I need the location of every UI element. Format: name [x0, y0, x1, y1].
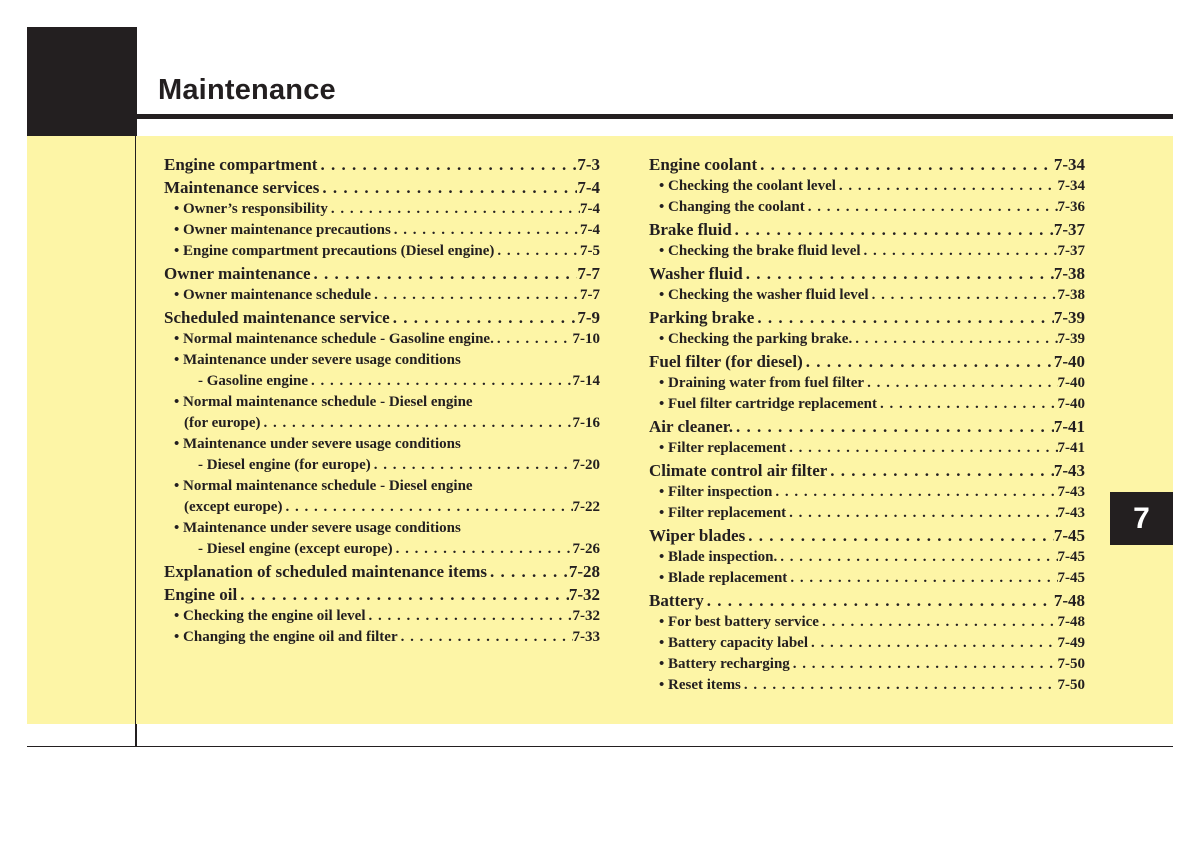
- toc-entry[interactable]: Scheduled maintenance service . . . 7-9: [164, 306, 600, 329]
- toc-subentry[interactable]: • Normal maintenance schedule - Gasoline engine. . . . 7-10: [164, 329, 600, 350]
- toc-subentry[interactable]: • Owner maintenance precautions . . . 7-4: [164, 220, 600, 241]
- toc-entry[interactable]: Washer fluid . . . 7-38: [649, 262, 1085, 285]
- toc-entry[interactable]: Climate control air filter . . . 7-43: [649, 459, 1085, 482]
- toc-subentry[interactable]: • Checking the engine oil level . . . 7-32: [164, 606, 600, 627]
- toc-subentry[interactable]: • Blade inspection. . . . 7-45: [649, 547, 1085, 568]
- toc-subentry-heading: • Maintenance under severe usage conditions: [164, 350, 600, 371]
- toc-subentry[interactable]: • Checking the washer fluid level . . . 7-38: [649, 285, 1085, 306]
- toc-subentry[interactable]: • Owner maintenance schedule . . . 7-7: [164, 285, 600, 306]
- toc-subentry[interactable]: • Owner’s responsibility . . . 7-4: [164, 199, 600, 220]
- toc-subentry[interactable]: - Gasoline engine . . . 7-14: [164, 371, 600, 392]
- toc-subentry[interactable]: - Diesel engine (except europe) . . . 7-26: [164, 539, 600, 560]
- toc-entry[interactable]: Wiper blades . . . 7-45: [649, 524, 1085, 547]
- toc-subentry-heading: • Normal maintenance schedule - Diesel engine: [164, 392, 600, 413]
- toc-subentry[interactable]: • Changing the engine oil and filter . . . 7-33: [164, 627, 600, 648]
- toc-subentry[interactable]: • Reset items . . . 7-50: [649, 675, 1085, 696]
- toc-subentry-heading: • Normal maintenance schedule - Diesel engine: [164, 476, 600, 497]
- bottom-rule: [27, 746, 1173, 747]
- toc-subentry[interactable]: • Filter replacement . . . 7-43: [649, 503, 1085, 524]
- toc-subentry[interactable]: • Filter inspection . . . 7-43: [649, 482, 1085, 503]
- toc-subentry[interactable]: • Checking the brake fluid level . . . 7-37: [649, 241, 1085, 262]
- toc-subentry[interactable]: • Checking the coolant level . . . 7-34: [649, 176, 1085, 197]
- toc-subentry[interactable]: • Blade replacement . . . 7-45: [649, 568, 1085, 589]
- toc-entry[interactable]: Fuel filter (for diesel) . . . 7-40: [649, 350, 1085, 373]
- toc-subentry[interactable]: • Battery capacity label . . . 7-49: [649, 633, 1085, 654]
- toc-subentry[interactable]: • Fuel filter cartridge replacement . . . 7-40: [649, 394, 1085, 415]
- left-margin-panel: [27, 136, 136, 724]
- toc-entry[interactable]: Engine compartment . . . 7-3: [164, 153, 600, 176]
- header-black-block: [27, 27, 136, 136]
- toc-subentry[interactable]: • For best battery service . . . 7-48: [649, 612, 1085, 633]
- toc-subentry[interactable]: - Diesel engine (for europe) . . . 7-20: [164, 455, 600, 476]
- toc-entry[interactable]: Explanation of scheduled maintenance items . . . 7-28: [164, 560, 600, 583]
- toc-entry[interactable]: Maintenance services . . . 7-4: [164, 176, 600, 199]
- toc-subentry[interactable]: • Filter replacement . . . 7-41: [649, 438, 1085, 459]
- toc-subentry[interactable]: • Checking the parking brake. . . . 7-39: [649, 329, 1085, 350]
- page-title: Maintenance: [158, 74, 336, 106]
- toc-entry[interactable]: Air cleaner. . . . 7-41: [649, 415, 1085, 438]
- toc-subentry[interactable]: • Battery recharging . . . 7-50: [649, 654, 1085, 675]
- toc-subentry-heading: • Maintenance under severe usage conditions: [164, 434, 600, 455]
- toc-entry[interactable]: Owner maintenance . . . 7-7: [164, 262, 600, 285]
- chapter-tab: 7: [1110, 492, 1173, 545]
- toc-subentry[interactable]: (except europe) . . . 7-22: [164, 497, 600, 518]
- toc-entry[interactable]: Brake fluid . . . 7-37: [649, 218, 1085, 241]
- title-underline: [136, 114, 1173, 119]
- toc-entry[interactable]: Battery . . . 7-48: [649, 589, 1085, 612]
- toc-entry[interactable]: Parking brake . . . 7-39: [649, 306, 1085, 329]
- toc-entry[interactable]: Engine coolant . . . 7-34: [649, 153, 1085, 176]
- toc-subentry[interactable]: • Draining water from fuel filter . . . 7-40: [649, 373, 1085, 394]
- toc-left-column: [164, 153, 600, 648]
- toc-subentry[interactable]: • Engine compartment precautions (Diesel engine) . . . 7-5: [164, 241, 600, 262]
- toc-subentry[interactable]: • Changing the coolant . . . 7-36: [649, 197, 1085, 218]
- toc-right-column: [649, 153, 1085, 696]
- toc-subentry-heading: • Maintenance under severe usage conditions: [164, 518, 600, 539]
- toc-subentry[interactable]: (for europe) . . . 7-16: [164, 413, 600, 434]
- toc-entry[interactable]: Engine oil . . . 7-32: [164, 583, 600, 606]
